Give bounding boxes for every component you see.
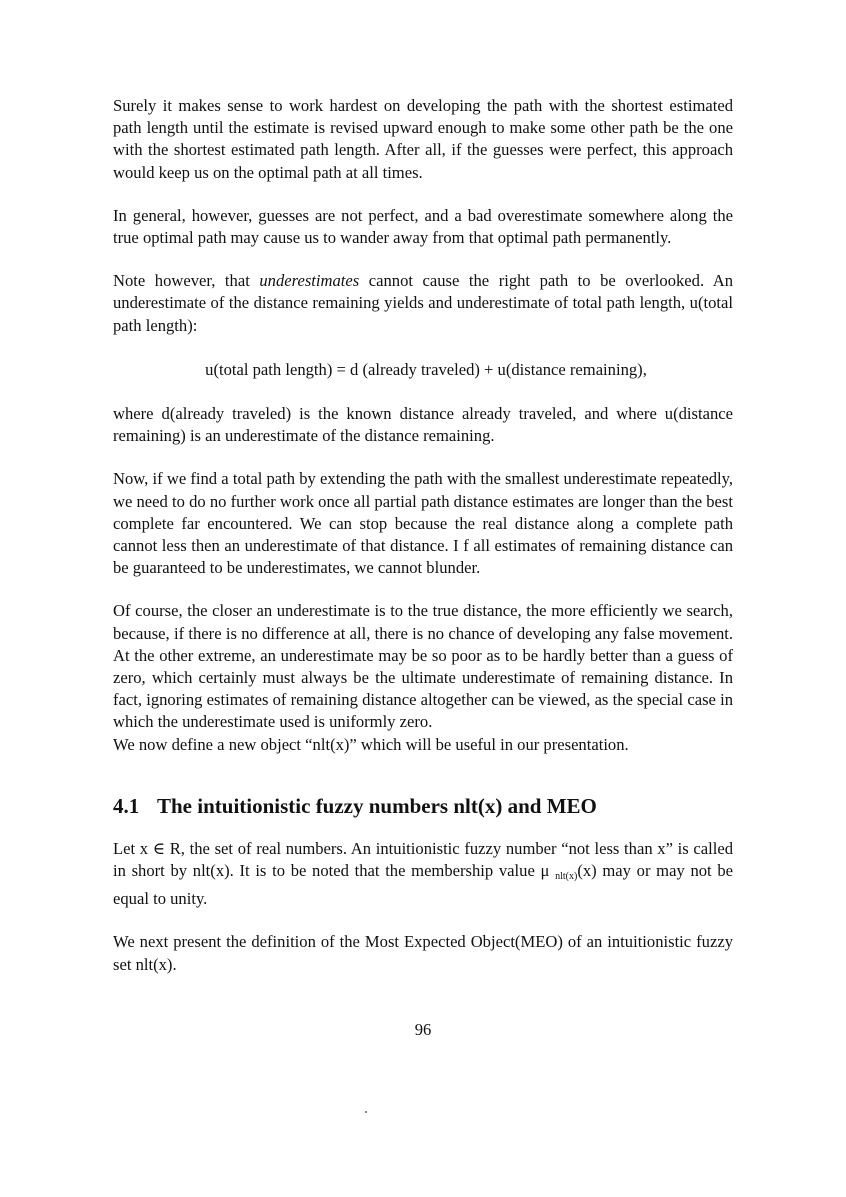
page-body (113, 95, 733, 976)
page-number: 96 (414, 1020, 432, 1039)
paragraph (113, 838, 733, 911)
emphasized-term: underestimates (259, 271, 360, 291)
section-heading (113, 793, 733, 819)
paragraph: Now, if we find a total path by extending the path with the smallest underestimate repeatedly, we need to do no further work once all partial path distance estimates are longer than the best complete far encountered. We can stop because the real distance along a complete path cannot less then an underestimate of that distance. I f all estimates of remaining distance can be guaranteed to be underestimates, we cannot blunder. (113, 469, 733, 578)
paragraph: We next present the definition of the Most Expected Object(MEO) of an intuitionistic fuzzy set nlt(x). (113, 932, 733, 974)
section-number: 4.1 (113, 793, 140, 818)
paragraph: Surely it makes sense to work hardest on developing the path with the shortest estimated path length until the estimate is revised upward enough to make some other path be the one with the shortest estimated path length. After all, if the guesses were perfect, this approach would keep us on the optimal path at all times. (113, 96, 733, 182)
paragraph (113, 270, 733, 337)
paragraph-text: Let x ∈ R, the set of real numbers. An intuitionistic fuzzy number “not less than x” is called in short by nlt(x). It is to be noted that the membership value μ (113, 838, 733, 881)
paragraph-text: Note however, that (113, 271, 260, 291)
paragraph-text: (x) may or may not be equal to unity. (113, 861, 734, 909)
subscript: nlt(x) (555, 871, 578, 883)
section-title: The intuitionistic fuzzy numbers nlt(x) and MEO (157, 793, 597, 818)
formula: u(total path length) = d (already traveled) + u(distance remaining), (205, 359, 647, 379)
paragraph: We now define a new object “nlt(x)” which will be useful in our presentation. (113, 734, 629, 754)
paragraph-text: cannot cause the right path to be overlooked. An underestimate of the distance remaining yields and underestimate of total path length, u(total path length): (113, 271, 734, 335)
paragraph: In general, however, guesses are not perfect, and a bad overestimate somewhere along the true optimal path may cause us to wander away from that optimal path permanently. (113, 205, 733, 248)
scan-speck (365, 1111, 367, 1113)
paragraph: where d(already traveled) is the known distance already traveled, and where u(distance remaining) is an underestimate of the distance remaining. (113, 404, 733, 446)
paragraph: Of course, the closer an underestimate is to the true distance, the more efficiently we search, because, if there is no difference at all, there is no chance of developing any false movement. At the other extreme, an underestimate may be so poor as to be hardly better than a guess of zero, which certainly must always be the ultimate underestimate of remaining distance. In fact, ignoring estimates of remaining distance altogether can be viewed, as the special case in which the underestimate used is uniformly zero. (113, 601, 733, 732)
